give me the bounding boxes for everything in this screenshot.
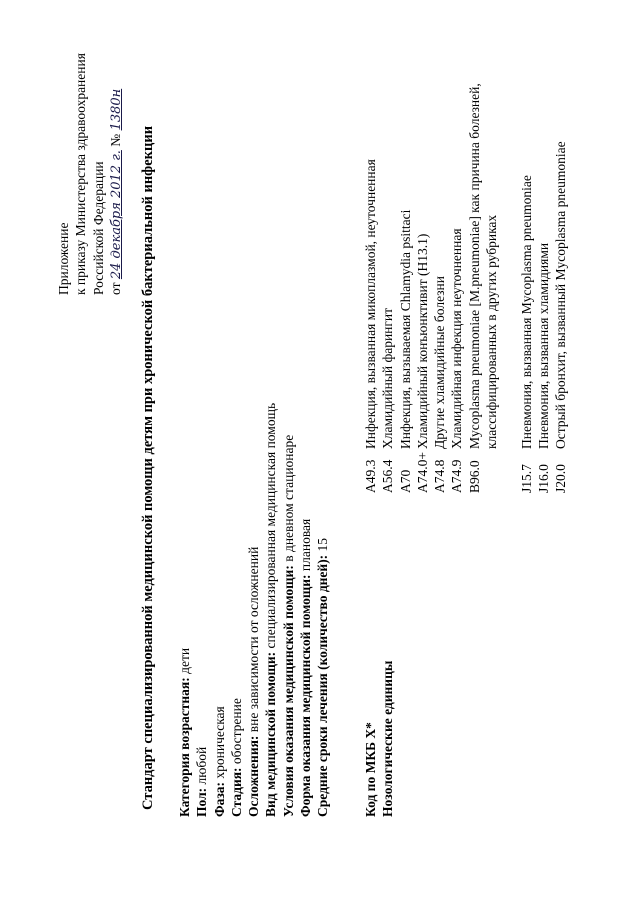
icd-row bbox=[448, 29, 465, 493]
param-value: 15 bbox=[315, 537, 331, 555]
nosology-label: Нозологические единицы bbox=[380, 660, 396, 817]
param-row bbox=[211, 403, 228, 817]
param-row bbox=[262, 403, 279, 817]
param-row bbox=[176, 403, 193, 817]
icd-row bbox=[535, 29, 552, 493]
icd-description: Инфекция, вызванная микоплазмой, неуточненная bbox=[363, 159, 378, 449]
param-value: любой bbox=[194, 746, 210, 788]
icd-labels bbox=[362, 661, 397, 817]
icd-code: A56.4 bbox=[380, 459, 396, 493]
order-number-handwritten: 1380н bbox=[108, 88, 124, 131]
param-row bbox=[280, 403, 297, 817]
icd-description: Острый бронхит, вызванный Mycoplasma pneumoniae bbox=[553, 141, 569, 449]
param-row bbox=[297, 403, 314, 817]
icd-row bbox=[466, 29, 501, 493]
param-label: Вид медицинской помощи: bbox=[263, 651, 279, 817]
icd-code-label: Код по МКБ X* bbox=[363, 722, 378, 817]
param-label: Стадия: bbox=[228, 767, 244, 817]
icd-code: B96.0 bbox=[466, 460, 482, 493]
spacer bbox=[500, 29, 517, 493]
icd-code: A70 bbox=[397, 469, 413, 493]
icd-code: A74.8 bbox=[432, 459, 448, 493]
icd-code: J20.0 bbox=[553, 464, 569, 493]
param-value: обострение bbox=[228, 698, 244, 768]
document-title: Стандарт специализированной медицинской помощи детям при хронической бактериальной инфекции bbox=[140, 125, 156, 810]
icd-row bbox=[362, 29, 379, 493]
param-value: дети bbox=[177, 647, 192, 678]
param-value: плановая bbox=[298, 518, 314, 575]
param-value: вне зависимости от осложнений bbox=[246, 546, 262, 736]
param-value: специализированная медицинская помощь bbox=[263, 402, 279, 652]
icd-row bbox=[552, 29, 569, 493]
order-date-line bbox=[107, 53, 125, 295]
param-label: Категория возрастная: bbox=[177, 677, 192, 817]
param-label: Фаза: bbox=[211, 781, 227, 817]
icd-row bbox=[397, 29, 414, 493]
icd-description: Хламидийный фарингит bbox=[380, 307, 396, 449]
icd-description: Пневмония, вызванная хламидиями bbox=[535, 242, 551, 449]
icd-description: Инфекция, вызываемая Chlamydia psittaci bbox=[397, 209, 413, 449]
icd-row bbox=[379, 29, 396, 493]
param-value: хроническая bbox=[211, 706, 227, 782]
order-line-1: Приложение bbox=[56, 222, 71, 295]
param-label: Условия оказания медицинской помощи: bbox=[280, 565, 296, 817]
standard-parameters bbox=[176, 403, 332, 817]
param-row bbox=[245, 403, 262, 817]
param-row bbox=[193, 403, 210, 817]
order-line-2: к приказу Министерства здравоохранения bbox=[73, 53, 89, 295]
order-number-label: № bbox=[107, 133, 123, 147]
icd-code-list bbox=[362, 29, 570, 493]
param-label: Форма оказания медицинской помощи: bbox=[298, 574, 314, 817]
param-value: в дневном стационаре bbox=[280, 434, 296, 566]
param-label: Средние сроки лечения (количество дней): bbox=[315, 554, 331, 817]
icd-code: J15.7 bbox=[518, 464, 534, 493]
icd-description: Mycoplasma pneumoniae [M.pneumoniae] как причина болезней, классифицированных в других рубриках bbox=[466, 83, 500, 449]
icd-code: J16.0 bbox=[535, 464, 551, 493]
icd-row bbox=[414, 29, 431, 493]
icd-row bbox=[518, 29, 535, 493]
order-line-3: Российской Федерации bbox=[90, 161, 106, 295]
param-row bbox=[314, 403, 331, 817]
icd-description: Хламидийный конъюнктивит (H13.1) bbox=[414, 233, 430, 449]
icd-description: Другие хламидийные болезни bbox=[432, 275, 448, 449]
icd-code: A74.0+ bbox=[414, 452, 430, 493]
icd-code: A49.3 bbox=[363, 459, 378, 493]
icd-row bbox=[431, 29, 448, 493]
param-row bbox=[228, 403, 245, 817]
param-label: Пол: bbox=[194, 787, 210, 817]
order-header bbox=[55, 53, 125, 295]
icd-description: Пневмония, вызванная Mycoplasma pneumoniae bbox=[518, 175, 534, 449]
param-label: Осложнения: bbox=[246, 735, 262, 817]
icd-code: A74.9 bbox=[449, 459, 465, 493]
order-from-label: от bbox=[107, 282, 123, 295]
icd-description: Хламидийная инфекция неуточненная bbox=[449, 228, 465, 449]
order-date-handwritten: 24 декабря 2012 г. bbox=[108, 150, 124, 280]
